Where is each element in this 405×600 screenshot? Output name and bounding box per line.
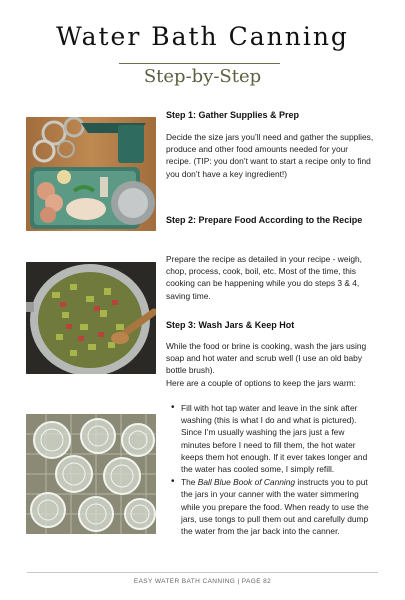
page-subtitle: Step-by-Step xyxy=(143,66,262,87)
bullet-2-post: instructs you to put the jars in your canner with the water simmering while you prepare the food. When ready to use the jars, use tongs to pull them out and carefully dump the water from the jar back into the canner. xyxy=(181,477,369,537)
step-1-heading: Step 1: Gather Supplies & Prep xyxy=(166,110,300,120)
bullet-1-text: Fill with hot tap water and leave in the sink after washing (this is what I do and what is pictured). Since I’m usually washing the jars just a few minutes before I need to fill them, the hot water keeps them hot enough. If it ever takes longer and the water has cooled some, I simply refill. xyxy=(181,403,368,475)
step-3-body-options: Here are a couple of options to keep the jars warm: xyxy=(166,377,356,388)
canning-supplies-photo xyxy=(26,117,156,231)
page-footer: EASY WATER BATH CANNING | PAGE 82 xyxy=(133,578,272,585)
step-3-bullet-list xyxy=(170,402,370,538)
page-title: Water Bath Canning xyxy=(56,22,349,51)
step-2-heading: Step 2: Prepare Food According to the Recipe xyxy=(166,215,363,225)
step-3-body-text: While the food or brine is cooking, wash the jars using soap and hot water and scrub well (I use an old baby bottle brush). xyxy=(166,341,367,376)
step-3-heading: Step 3: Wash Jars & Keep Hot xyxy=(166,320,295,330)
footer-divider xyxy=(27,572,378,573)
cooking-pot-photo xyxy=(26,262,156,374)
glass-jars-photo xyxy=(26,414,156,534)
step-3-body xyxy=(166,340,374,389)
step-1-body: Decide the size jars you’ll need and gather the supplies, produce and other food amounts needed for your recipe. (TIP: you don’t want to start a recipe only to find you don’t have a key ingredient!) xyxy=(166,132,374,179)
title-divider xyxy=(119,63,280,64)
step-2-body: Prepare the recipe as detailed in your recipe - weigh, chop, process, cook, boil, etc. Most of the time, this cooking can be happening while you do steps 3 & 4, saving time. xyxy=(166,254,362,301)
list-item xyxy=(170,402,370,475)
list-item xyxy=(170,476,370,537)
bullet-2-pre: The xyxy=(181,477,198,488)
book-title: Ball Blue Book of Canning xyxy=(197,477,296,488)
